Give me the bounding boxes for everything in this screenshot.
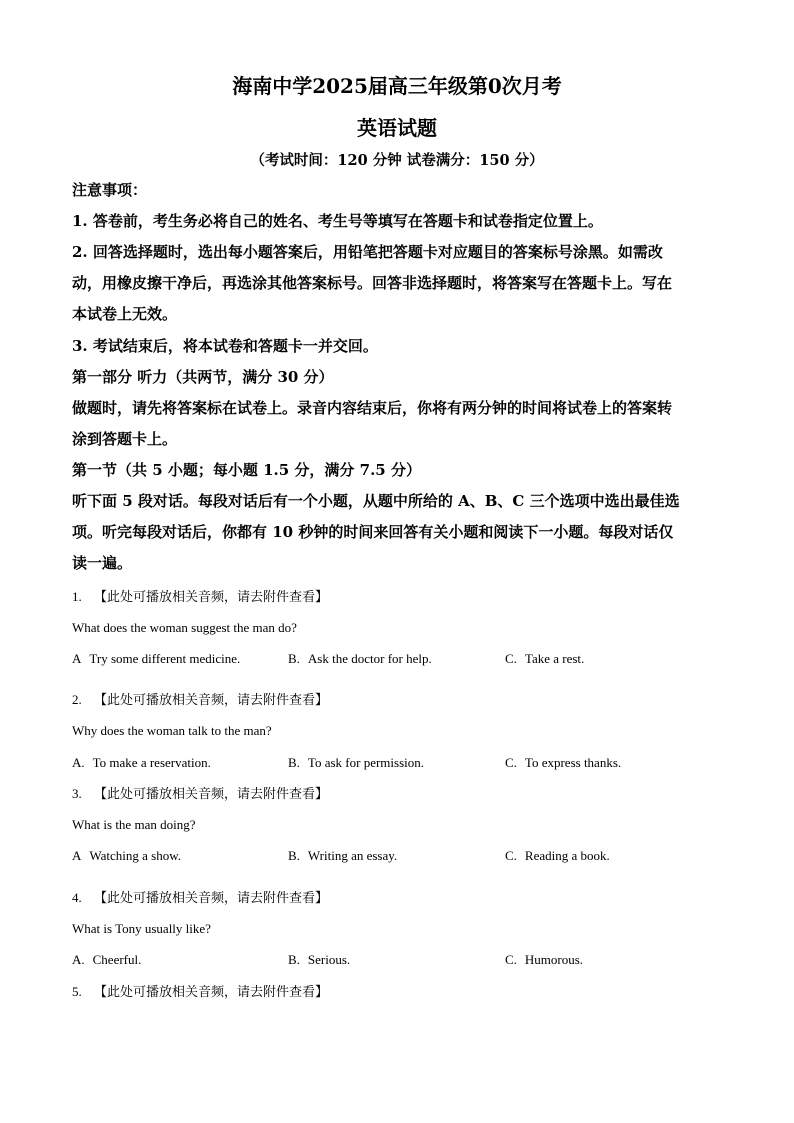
question-2-option-b[interactable] xyxy=(288,754,424,772)
note-line: 1. 答卷前，考生务必将自己的姓名、考生号等填写在答题卡和试卷指定位置上。 xyxy=(72,212,603,230)
question-2-option-c[interactable] xyxy=(505,754,621,772)
option-text: Humorous. xyxy=(524,952,584,967)
question-5-audio[interactable] xyxy=(72,983,722,1001)
option-label: B. xyxy=(288,848,300,863)
question-1-audio[interactable] xyxy=(72,588,722,606)
notes-heading: 注意事项： xyxy=(72,181,148,199)
option-label: B. xyxy=(288,952,300,967)
audio-note: 【此处可播放相关音频，请去附件查看】 xyxy=(94,786,329,801)
question-3-audio[interactable] xyxy=(72,785,722,803)
question-number: 5. xyxy=(72,984,82,999)
instruction-line: 做题时，请先将答案标在试卷上。录音内容结束后，你将有两分钟的时间将试卷上的答案转 xyxy=(72,399,673,417)
audio-note: 【此处可播放相关音频，请去附件查看】 xyxy=(94,984,329,999)
question-2-option-a[interactable] xyxy=(72,754,211,772)
option-text: Ask the doctor for help. xyxy=(307,651,432,666)
option-label: C. xyxy=(505,848,517,863)
question-1-option-a[interactable] xyxy=(72,650,240,668)
question-number: 1. xyxy=(72,589,82,604)
option-text: Take a rest. xyxy=(524,651,585,666)
question-3-prompt: What is the man doing? xyxy=(72,817,196,832)
section-heading: 第一部分 听力（共两节，满分 30 分） xyxy=(72,368,334,386)
question-4-prompt: What is Tony usually like? xyxy=(72,921,211,936)
exam-subject: 英语试题 xyxy=(357,116,437,140)
exam-info: （考试时间：120 分钟 试卷满分：150 分） xyxy=(250,152,544,169)
question-number: 3. xyxy=(72,786,82,801)
question-3-option-b[interactable] xyxy=(288,847,397,865)
question-number: 4. xyxy=(72,890,82,905)
option-label: C. xyxy=(505,755,517,770)
option-text: Reading a book. xyxy=(524,848,610,863)
question-1-option-b[interactable] xyxy=(288,650,432,668)
question-2-audio[interactable] xyxy=(72,691,722,709)
note-line: 本试卷上无效。 xyxy=(72,305,178,323)
question-number: 2. xyxy=(72,692,82,707)
option-label: C. xyxy=(505,651,517,666)
option-label: A xyxy=(72,651,82,666)
question-1-option-c[interactable] xyxy=(505,650,584,668)
option-label: B. xyxy=(288,651,300,666)
question-3-option-c[interactable] xyxy=(505,847,610,865)
question-4-audio[interactable] xyxy=(72,889,722,907)
note-line: 2. 回答选择题时，选出每小题答案后，用铅笔把答题卡对应题目的答案标号涂黑。如需改 xyxy=(72,243,663,261)
question-4-option-c[interactable] xyxy=(505,951,583,969)
option-label: C. xyxy=(505,952,517,967)
audio-note: 【此处可播放相关音频，请去附件查看】 xyxy=(94,890,329,905)
option-text: Watching a show. xyxy=(89,848,182,863)
audio-note: 【此处可播放相关音频，请去附件查看】 xyxy=(94,692,329,707)
subsection-heading: 第一节（共 5 小题；每小题 1.5 分，满分 7.5 分） xyxy=(72,461,421,479)
note-line: 动，用橡皮擦干净后，再选涂其他答案标号。回答非选择题时，将答案写在答题卡上。写在 xyxy=(72,274,673,292)
option-text: To ask for permission. xyxy=(307,755,424,770)
option-label: B. xyxy=(288,755,300,770)
question-4-option-b[interactable] xyxy=(288,951,350,969)
instruction-line: 涂到答题卡上。 xyxy=(72,430,178,448)
instruction-line: 项。听完每段对话后，你都有 10 秒钟的时间来回答有关小题和阅读下一小题。每段对话仅 xyxy=(72,523,674,541)
audio-note: 【此处可播放相关音频，请去附件查看】 xyxy=(94,589,329,604)
question-4-option-a[interactable] xyxy=(72,951,141,969)
option-text: To express thanks. xyxy=(524,755,622,770)
option-text: Cheerful. xyxy=(92,952,142,967)
option-label: A. xyxy=(72,952,85,967)
option-text: To make a reservation. xyxy=(92,755,211,770)
exam-title: 海南中学2025届高三年级第0次月考 xyxy=(232,74,562,98)
option-text: Try some different medicine. xyxy=(89,651,241,666)
instruction-line: 听下面 5 段对话。每段对话后有一个小题，从题中所给的 A、B、C 三个选项中选出最佳选 xyxy=(72,492,680,510)
option-label: A. xyxy=(72,755,85,770)
instruction-line: 读一遍。 xyxy=(72,554,133,572)
question-2-prompt: Why does the woman talk to the man? xyxy=(72,723,272,738)
question-3-option-a[interactable] xyxy=(72,847,181,865)
note-line: 3. 考试结束后，将本试卷和答题卡一并交回。 xyxy=(72,337,378,355)
option-label: A xyxy=(72,848,82,863)
option-text: Serious. xyxy=(307,952,351,967)
question-1-prompt: What does the woman suggest the man do? xyxy=(72,620,297,635)
option-text: Writing an essay. xyxy=(307,848,398,863)
